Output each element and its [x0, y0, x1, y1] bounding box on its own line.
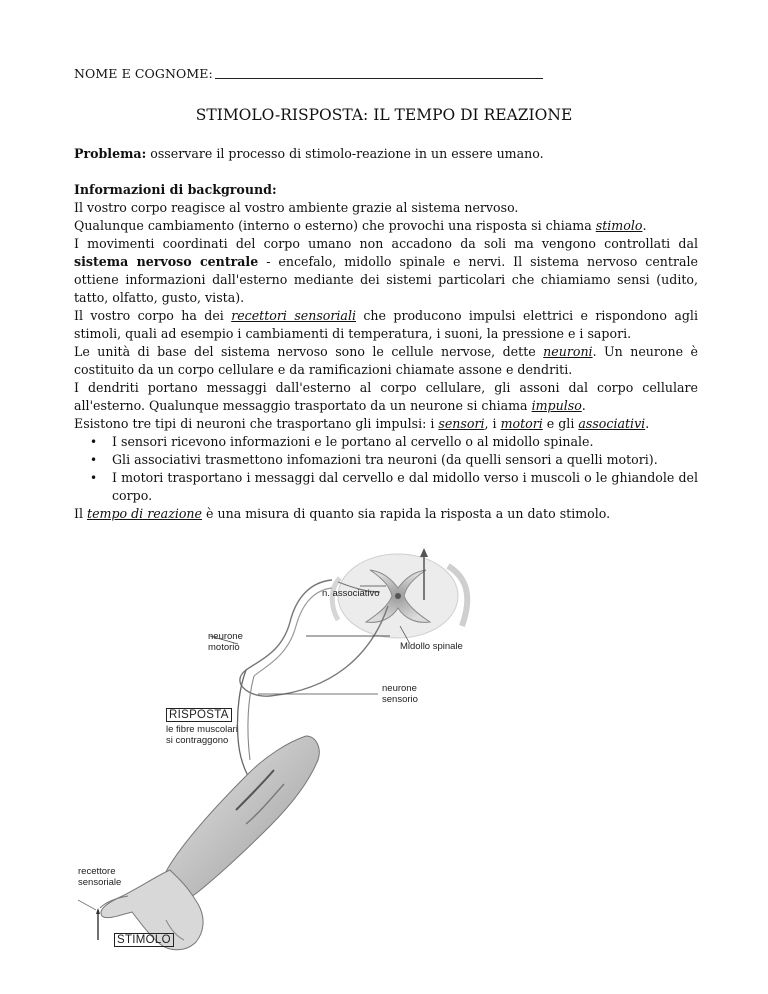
- neuron-types-list: [74, 433, 698, 505]
- paragraph-7: Esistono tre tipi di neuroni che trasportano gli impulsi: i sensori, i motori e gli associativi.: [74, 416, 650, 431]
- paragraph-6: I dendriti portano messaggi dall'esterno al corpo cellulare, gli assoni dal corpo cellulare all'esterno. Qualunque messaggio trasportato da un neurone si chiama impulso.: [74, 380, 698, 413]
- background-heading: Informazioni di background:: [74, 182, 277, 197]
- list-item: • I motori trasportano i messaggi dal cervello e dal midollo verso i muscoli o le ghiandole del corpo.: [74, 469, 698, 505]
- reflex-arc-drawing: [70, 548, 510, 958]
- problem-statement: [74, 145, 698, 163]
- paragraph-2: Qualunque cambiamento (interno o esterno) che provochi una risposta si chiama stimolo.: [74, 218, 647, 233]
- arm-and-hand: [100, 736, 319, 950]
- term-associativi: associativi: [578, 416, 646, 431]
- paragraph-3: I movimenti coordinati del corpo umano non accadono da soli ma vengono controllati dal sistema nervoso centrale - encefalo, midollo spinale e nervi. Il sistema nervoso centrale ottiene informazioni dall'esterno mediante dei sistemi particolari che chiamiamo sensi (udito, tatto, olfatto, gusto, vista).: [74, 236, 698, 305]
- paragraph-4: Il vostro corpo ha dei recettori sensoriali che producono impulsi elettrici e rispondono agli stimoli, quali ad esempio i cambiamenti di temperatura, i suoni, la pressione e i sapori.: [74, 308, 698, 341]
- label-stimulus: STIMOLO: [114, 933, 174, 947]
- term-sensori: sensori: [438, 416, 485, 431]
- term-impulso: impulso: [531, 398, 582, 413]
- problem-text: osservare il processo di stimolo-reazione in un essere umano.: [146, 146, 544, 161]
- reflex-arc-illustration: [70, 548, 510, 958]
- term-stimolo: stimolo: [595, 218, 643, 233]
- paragraph-8: Il tempo di reazione è una misura di quanto sia rapida la risposta a un dato stimolo.: [74, 506, 611, 521]
- paragraph-1: Il vostro corpo reagisce al vostro ambiente grazie al sistema nervoso.: [74, 200, 519, 215]
- page-title: STIMOLO-RISPOSTA: IL TEMPO DI REAZIONE: [195, 106, 573, 124]
- list-item: • I sensori ricevono informazioni e le portano al cervello o al midollo spinale.: [74, 433, 698, 451]
- paragraph-5: Le unità di base del sistema nervoso sono le cellule nervose, dette neuroni. Un neurone è costituito da un corpo cellulare e da ramificazioni chiamate assone e dendriti.: [74, 344, 698, 377]
- label-sensory-receptor: recettore sensoriale: [78, 866, 122, 888]
- label-leaders: [78, 586, 410, 910]
- problem-label: Problema:: [74, 146, 147, 161]
- name-blank-underline: [215, 66, 543, 79]
- term-tempo-di-reazione: tempo di reazione: [87, 506, 203, 521]
- label-motor-neuron: neurone motorio: [208, 631, 243, 653]
- term-neuroni: neuroni: [543, 344, 593, 359]
- label-response: RISPOSTA: [166, 708, 232, 722]
- background-section: [74, 181, 698, 523]
- stimulus-pin: [96, 908, 100, 940]
- term-recettori: recettori sensoriali: [231, 308, 356, 323]
- term-sistema-nervoso: sistema nervoso centrale: [74, 254, 259, 269]
- name-label: NOME E COGNOME:: [74, 66, 213, 81]
- label-associative-neuron: n. associativo: [322, 588, 380, 599]
- list-item: • Gli associativi trasmettono infomazioni tra neuroni (da quelli sensori a quelli motori).: [74, 451, 698, 469]
- name-field-line: [74, 66, 543, 81]
- label-stimulus-box: [114, 934, 174, 947]
- label-sensory-neuron: neurone sensorio: [382, 683, 418, 705]
- term-motori: motori: [500, 416, 543, 431]
- label-response-group: RISPOSTA le fibre muscolari si contraggono: [166, 709, 238, 746]
- label-spinal-cord: Midollo spinale: [400, 641, 463, 652]
